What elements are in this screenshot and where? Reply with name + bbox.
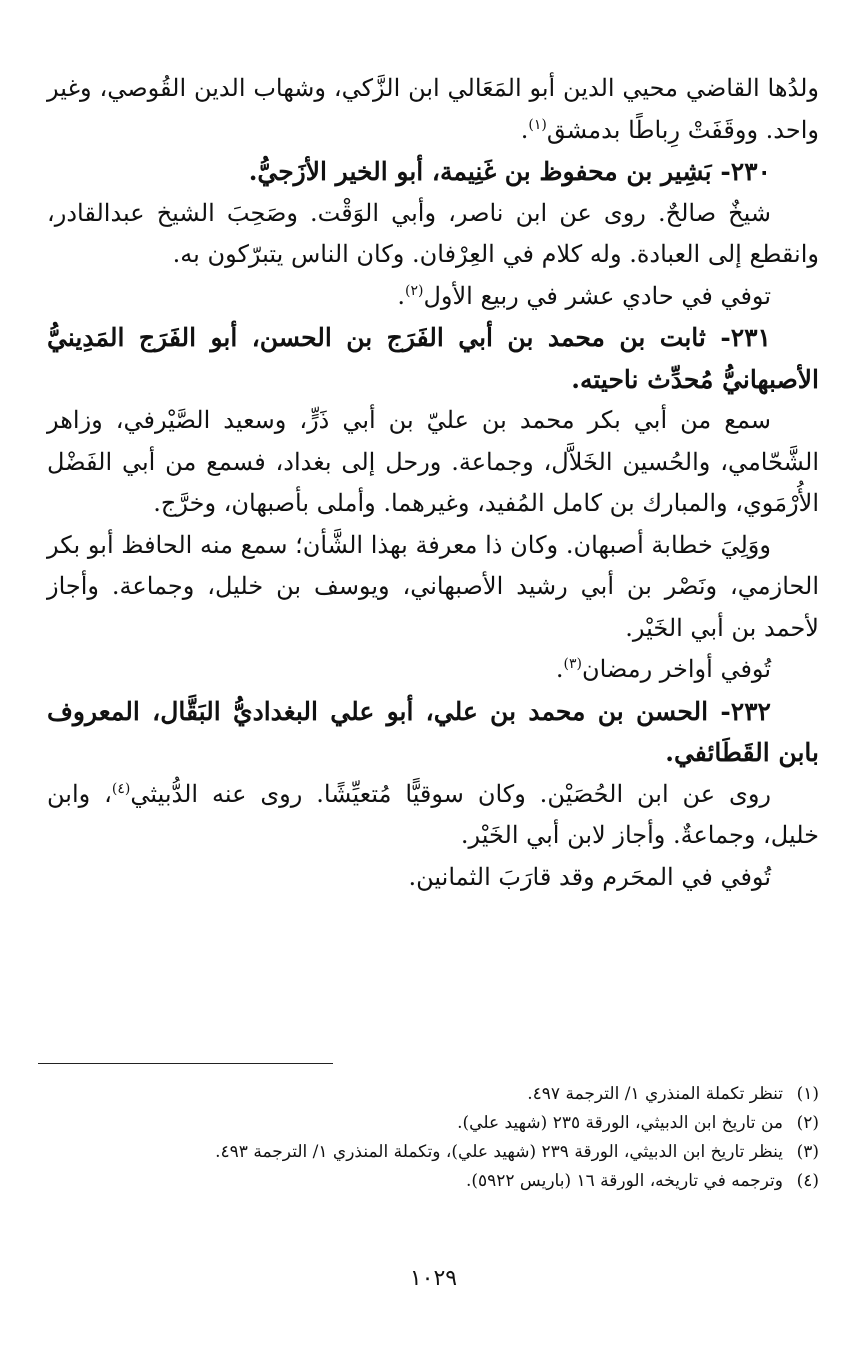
paragraph: روى عن ابن الحُصَيْن. وكان سوقيًّا مُتعيِّشًا. روى عنه الدُّبيثي$^{(٤)}$، وابن خليل، وجماعةٌ. وأجاز لابن أبي الخَيْر. <box>47 779 819 849</box>
footnote-text: تنظر تكملة المنذري ١/ الترجمة ٤٩٧. <box>527 1084 783 1104</box>
entry-heading-231: ٢٣١- ثابت بن محمد بن أبي الفَرَج بن الحسن، أبو الفَرَج المَدِينيُّ الأصبهانيُّ مُحدِّث ناحيته. <box>47 323 819 394</box>
paragraph: تُوفي أواخر رمضان$^{(٣)}$. <box>555 655 771 683</box>
footnote-ref[interactable]: (١) <box>528 116 547 133</box>
footnotes <box>47 1080 819 1196</box>
footnote <box>47 1138 819 1167</box>
footnote-text: وترجمه في تاريخه، الورقة ١٦ (باريس ٥٩٢٢). <box>465 1171 783 1191</box>
paragraph: ووَلِيَ خطابة أصبهان. وكان ذا معرفة بهذا الشَّأن؛ سمع منه الحافظ أبو بكر الحازمي، ونَصْر بن أبي رشيد الأصبهاني، ويوسف بن خليل، وجماعة. وأجاز لأحمد بن أبي الخَيْر. <box>47 530 819 642</box>
entry-heading-232: ٢٣٢- الحسن بن محمد بن علي، أبو علي البغداديُّ البَقَّال، المعروف بابن القَطَائفي. <box>47 696 819 767</box>
paragraph: تُوفي في المحَرم وقد قارَبَ الثمانين. <box>408 862 771 891</box>
footnote-number: (٢) <box>796 1113 819 1133</box>
footnote-number: (١) <box>796 1084 819 1104</box>
paragraph: سمع من أبي بكر محمد بن عليّ بن أبي ذَرٍّ، وسعيد الصَّيْرفي، وزاهر الشَّحّامي، والحُسين الخَلاَّل، وجماعة. ورحل إلى بغداد، فسمع من أبي الفَضْل الأُرْمَوي، والمبارك بن كامل المُفيد، وغيرهما. وأملى بأصبهان، وخرَّج. <box>47 406 819 517</box>
footnote-ref[interactable]: (٢) <box>404 282 424 299</box>
footnote <box>47 1080 819 1109</box>
footnote-ref[interactable]: (٣) <box>563 656 582 672</box>
footnote-text: من تاريخ ابن الدبيثي، الورقة ٢٣٥ (شهيد علي). <box>457 1113 783 1133</box>
footnote-number: (٤) <box>796 1171 819 1191</box>
main-text <box>47 68 819 898</box>
footnote-text: ينظر تاريخ ابن الدبيثي، الورقة ٢٣٩ (شهيد علي)، وتكملة المنذري ١/ الترجمة ٤٩٣. <box>215 1142 783 1162</box>
page-number: ١٠٢٩ <box>409 1266 458 1291</box>
footnote-number: (٣) <box>796 1142 819 1162</box>
paragraph: توفي في حادي عشر في ربيع الأول$^{(٢)}$. <box>397 281 771 310</box>
paragraph-continuation: ولدُها القاضي محيي الدين أبو المَعَالي ابن الزَّكي، وشهاب الدين القُوصي، وغير واحد. ووقَفَتْ رِباطًا بدمشق$^{(١)}$. <box>47 74 819 144</box>
footnote-ref[interactable]: (٤) <box>111 780 131 797</box>
paragraph: شيخٌ صالحٌ. روى عن ابن ناصر، وأبي الوَقْت. وصَحِبَ الشيخ عبدالقادر، وانقطع إلى العبادة. وله كلام في العِرْفان. وكان الناس يتبرّكون به. <box>47 198 819 268</box>
footnote-divider <box>38 1063 333 1064</box>
footnote <box>47 1109 819 1138</box>
footnote <box>47 1167 819 1196</box>
entry-heading-230: ٢٣٠- بَشِير بن محفوظ بن غَنِيمة، أبو الخير الأزَجيُّ. <box>248 157 771 186</box>
